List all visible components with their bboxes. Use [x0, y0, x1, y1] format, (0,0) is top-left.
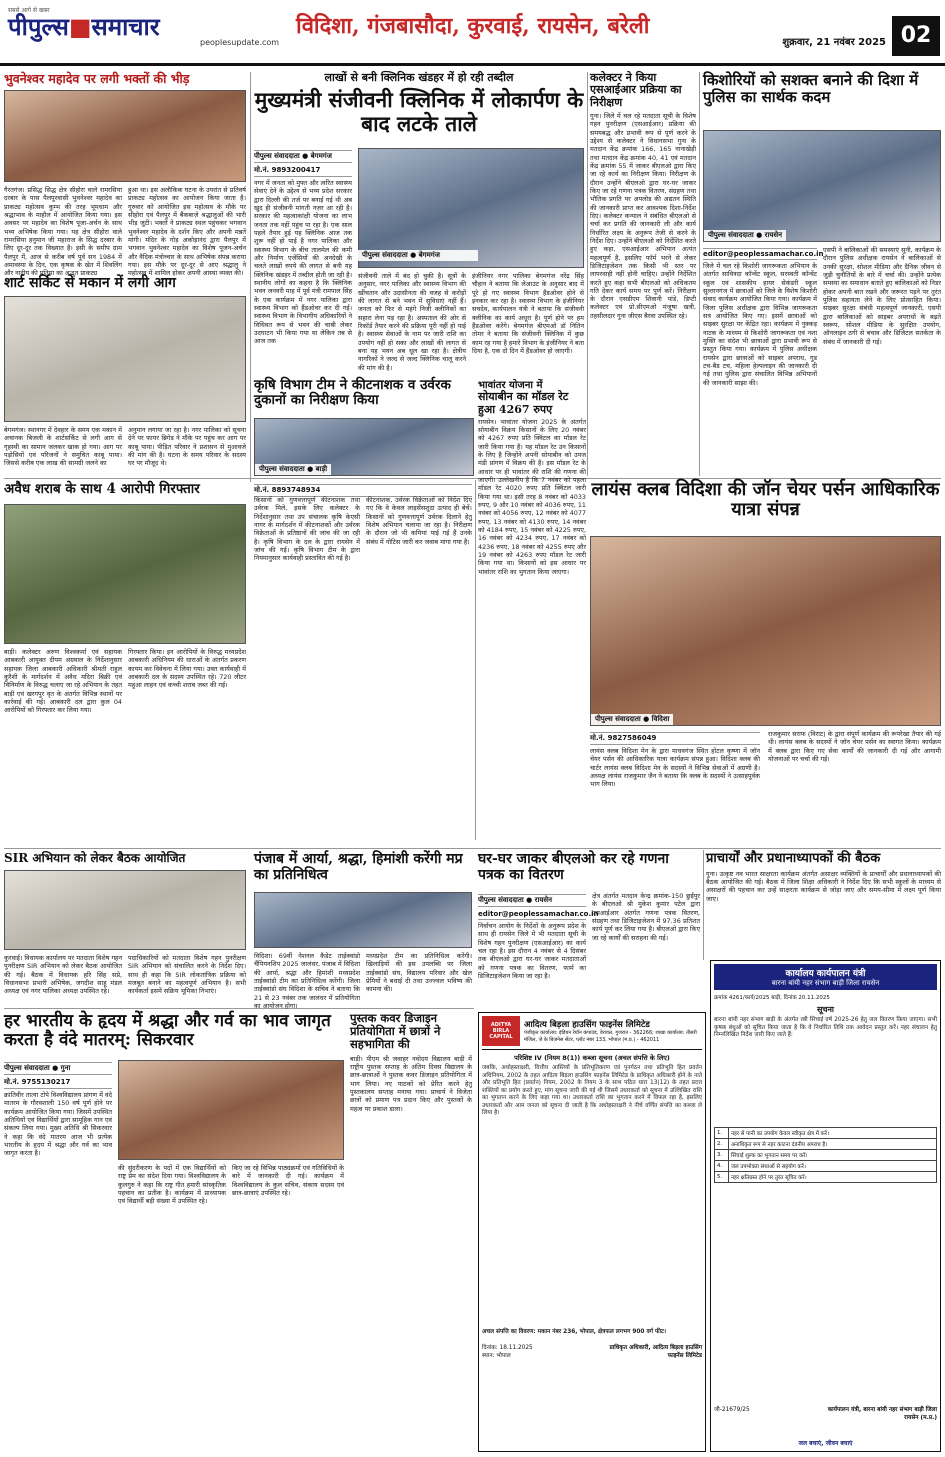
article-kicker: लाखों से बनी क्लिनिक खंडहर में हो रही तब्दील: [324, 71, 514, 84]
article-headline: शार्ट सर्किट से मकान में लगी आग: [4, 275, 176, 291]
ad-body: जबकि, अधोहस्ताक्षरी, वित्तीय आस्तियों के प्रतिभूतिकरण एवं पुनर्गठन तथा प्रतिभूति हित प्रवर्तन अधिनियम, 2002 के तहत आदित्य बिड़ला हाउसिंग फाइनेंस लिमिटेड के प्राधिकृत अधिकारी होने के नाते और प्रतिभूति हित (प्रवर्तन) नियम, 2002 के नियम 3 के साथ पठित धारा 13(12) के तहत प्रदत्त शक्तियों का प्रयोग करते हुए, मांग सूचना जारी की गई थी जिसमें उधारकर्ता को सूचना में उल्लिखित राशि का भुगतान करने के लिए कहा गया था। उधारकर्ता राशि का भुगतान करने में विफल रहा है, इसलिए उधारकर्ता और आम जनता को सूचना दी जाती है कि अधोहस्ताक्षरी ने नीचे वर्णित संपत्ति का कब्जा ले लिया है।: [482, 1065, 702, 1117]
notice-items-table: [714, 1127, 937, 1183]
article-police-girls: [703, 72, 941, 476]
article-body: निर्वाचन आयोग के निर्देशों के अनुरूप प्रदेश के साथ ही रायसेन जिले में भी मतदाता सूची के विशेष गहन पुनरीक्षण (एसआईआर) का कार्य चल रहा है। इस दौरान 4 नवंबर से 4 दिसंबर तक बीएलओ द्वारा घर-घर जाकर मतदाताओं को गणना पत्रक का वितरण, फार्म का डिजिटाइजेशन किया जा रहा है।: [478, 922, 586, 980]
article-body: रायसेन। भावांतर योजना 2025 के अंतर्गत सोयाबीन विक्रय किसानों के लिए 20 नवंबर को 4267 रुपए प्रति क्विंटल का मॉडल रेट जारी किया गया है। यह मॉडल रेट उन किसानों के लिए है जिन्होंने अपनी सोयाबीन को उपज मंडी प्रांगण में विक्रय की है। इस मॉडल रेट के आधार पर ही भावांतर की राशि की गणना की जाएगी। उल्लेखनीय है कि 7 नवंबर को पहला मॉडल रेट 4020 रुपए प्रति क्विंटल जारी किया गया था। इसी तरह 8 नवंबर को 4033 रुपए, 9 और 10 नवंबर को 4036 रुपए, 11 नवंबर को 4056 रुपए, 12 नवंबर को 4077 रुपए, 13 नवंबर को 4130 रुपए, 14 नवंबर को 4184 रुपए, 15 नवंबर को 4225 रुपए, 16 नवंबर को 4234 रुपए, 17 नवंबर को 4236 रुपए, 18 नवंबर को 4255 रुपए और 19 नवंबर को 4263 रुपए मॉडल रेट जारी किया गया था। किसानों को इस आधार पर भावांतर राशि का भुगतान किया जाएगा।: [478, 417, 586, 576]
article-body: राजकुमार सराफ (विराट) के द्वारा संपूर्ण कार्यक्रम की रूपरेखा तैयार की गई थी। लायंस क्लब के सदस्यों ने जॉन चेयर पर्सन का स्वागत किया। कार्यक्रम में क्लब द्वारा किए गए सेवा कार्यों की जानकारी दी गई और आगामी योजनाओं पर चर्चा की गई।: [768, 730, 941, 763]
list-item: नहर से पानी का उपयोग केवल स्वीकृत क्षेत्र में करें।: [729, 1128, 937, 1139]
article-collector-sir: [590, 72, 696, 476]
article-body: गुना। उत्कृष्ट नव भारत साक्षरता कार्यक्रम अंतर्गत असाक्षर व्यक्तियों के प्राचार्यों और प्रधानाध्यापकों की बैठक आयोजित की गई। बैठक में जिला शिक्षा अधिकारी ने निर्देश दिए कि सभी स्कूलों के माध्यम से असाक्षरों की पहचान कर उन्हें साक्षरता कार्यक्रम से जोड़ा जाए और समय-सीमा में लक्ष्य पूर्ण किया जाए।: [706, 869, 941, 903]
list-item: अनाधिकृत रूप से नहर काटना दंडनीय अपराध है।: [729, 1139, 937, 1150]
aditya-birla-logo: ADITYA BIRLA CAPITAL: [482, 1016, 520, 1046]
article-body: जिले में चल रहे किशोरी जागरूकता अभियान के अंतर्गत सावित्रदा कॉन्वेंट स्कूल, सरस्वती कॉन्वेंट स्कूल एवं शासकीय हायर सेकंडरी स्कूल सुल्तानगंज में छात्राओं को जिले के विशेष किशोरी संवाद कार्यक्रम आयोजित किया गया। कार्यक्रम में जिला पुलिस अधीक्षक द्वारा विभिन्न जागरूकता सत्र आयोजित किए गए। इसमें छात्राओं को साइबर सुरक्षा पर केंद्रित रहा। कार्यक्रम में नुक्कड़ नाटक के माध्यम से किशोरी जागरूकता एवं नशा मुक्ति का संदेश भी छात्राओं द्वारा प्रभावी रूप से प्रस्तुत किया गया। कार्यक्रम में पुलिस अधीक्षक रायसेन द्वारा छात्राओं को साइबर अपराध, गुड टच-बैड टच, महिला हेल्पलाइन की जानकारी दी गई तथा पुलिस द्वारा संचालित विभिन्न अभियानों की जानकारी साझा की।: [703, 262, 817, 387]
fire-damage-photo: [4, 296, 246, 422]
byline-phone: मो.नं. 9827586049: [590, 732, 760, 745]
masthead: [0, 0, 945, 66]
article-body: कुरवाई। विधायक कार्यालय पर मतदाता विशेष गहन पुनरीक्षण SIR अभियान को लेकर बैठक आयोजित की गई। बैठक में विधायक हरि सिंह सप्रे, विधानसभा प्रभारी अभिषेक, जगदीश साहू मंडल अध्यक्ष एवं नगर पालिका अध्यक्ष उपस्थित रहे।: [4, 954, 122, 996]
article-headline: कृषि विभाग टीम ने कीटनाशक व उर्वरक दुकानों का निरीक्षण किया: [254, 377, 451, 409]
article-book-cover: [350, 1012, 472, 1452]
photo-caption: पीपुल्स संवाददाता ● बाड़ी: [255, 464, 331, 475]
article-body: एसपी ने बालिकाओं की समस्याएं सुनी, कार्यक्रम के दौरान पुलिस अधीक्षक रायसेन ने बालिकाओं से उनकी सुरक्षा, सोशल मीडिया और दैनिक जीवन से जुड़ी चुनौतियों के बारे में चर्चा की। उन्होंने प्रत्येक समस्या का समाधान बताते हुए बालिकाओं को निडर होकर अपनी बात रखने और जरूरत पड़ने पर तुरंत पुलिस सहायता लेने के लिए प्रोत्साहित किया। साइबर सुरक्षा संबंधी महत्वपूर्ण जानकारी, एसपी द्वारा बालिकाओं को साइबर अपराधों के बढ़ते स्वरूप, सोशल मीडिया के सुरक्षित उपयोग, ऑनलाइन ठगी से बचाव और डिजिटल सतर्कता के संबंध में जानकारी दी गई।: [823, 246, 941, 346]
article-body: कीटनाशक, उर्वरक विक्रेताओं को निर्देश दिए गए कि वे केवल लाइसेंसशुदा उत्पाद ही बेचें। किसानों को गुणवत्तापूर्ण उर्वरक दिलाने हेतु विशेष अभियान चलाया जा रहा है। निरीक्षण के दौरान जो भी कमियां पाई गई हैं उनके संबंध में नोटिस जारी कर जवाब मांगा गया है।: [366, 496, 472, 546]
photo-caption: पीपुल्स संवाददाता ● विदिशा: [591, 714, 673, 725]
list-item: नहर क्षतिग्रस्त होने पर तुरंत सूचित करें।: [729, 1172, 937, 1183]
list-item: जल उपभोक्ता संथाओं से सहयोग करें।: [729, 1161, 937, 1172]
byline: पीपुल्स संवाददाता ● गुना: [4, 1062, 112, 1075]
ad-aditya-birla: [478, 1012, 706, 1452]
article-headline: सोयाबीन का मॉडल रेट हुआ 4267 रुपए: [478, 390, 569, 416]
photo-caption: पीपुल्स संवाददाता ● रायसेन: [704, 230, 786, 241]
article-body: मध्यप्रदेश टीम का प्रतिनिधित्व करेंगी। खिलाड़ियों की इस उपलब्धि पर जिला ताईक्वांडो संघ, विद्यालय परिवार और खेल प्रेमियों ने बधाई दी तथा उज्ज्वल भविष्य की कामना की।: [366, 952, 472, 994]
article-lions-club: [590, 480, 941, 844]
article-body: अनुमान लगाया जा रहा है। नगर पालिका को सूचना देने पर फायर ब्रिगेड ने मौके पर पहुंच कर आग पर काबू पाया। पीड़ित परिवार ने प्रशासन से मुआवजे की मांग की है। घटना के समय परिवार के सदस्य घर पर मौजूद थे।: [128, 426, 246, 468]
issue-date: शुक्रवार, 21 नवंबर 2025: [782, 37, 886, 48]
byline: पीपुल्स संवाददाता ● रायसेन: [478, 894, 586, 907]
article-agri-inspection: [254, 378, 474, 476]
ad-signatory: प्राधिकृत अधिकारी, आदित्य बिड़ला हाउसिंग फाइनेंस लिमिटेड: [609, 1344, 702, 1359]
article-body: इंजीनियर नगर पालिका बेगमगंज नरेंद्र सिंह चौहान ने बताया कि लेआउट के अनुसार बाद में पूरे हो गए स्वास्थ्य विभाग हैंडओवर होने से इनकार कर रहा है। स्वास्थ्य विभाग के इंजीनियर सचदेव, कार्यपालन यंत्री ने बताया कि संजीवनी क्लीनिक का कार्य अधूरा है। पूर्ण होने पर हम हैंडओवर करेंगे। बेगमगंज बीएमओ डॉ नितिन तोमर ने बताया कि संजीवनी क्लिनिक में कुछ काम रह गया है हमारे विभाग के इंजीनियर ने बता दिया है, एक दो दिन में हैंडओवर हो जाएगी।: [472, 272, 584, 355]
article-headline: लायंस क्लब विदिशा की जॉन चेयर पर्सन आधिकारिक यात्रा संपन्न: [591, 479, 940, 521]
article-blo-distribution: [478, 852, 700, 1006]
article-body: बेगमगंज। स्थानगर में देवहार के समय एक मकान में अचानक बिजली के शार्टसर्किट से लगी आग से गृहस्थी का सामान जलकर खाक हो गया। आग पर पड़ोसियों एवं परिजनों ने समुचित काबू पाया। जिससे करीब एक लाख की सामग्री जलने का: [4, 426, 122, 468]
table-row: 1. नहर से पानी का उपयोग केवल स्वीकृत क्षेत्र में करें।: [715, 1128, 937, 1139]
article-body: संजीवनी ताले में बंद हो चुकी है। सूत्रों के अनुसार, नगर पालिका और स्वास्थ्य विभाग की खींचतान और उदासीनता की वजह से करोड़ों की लागत से बने भवन में सुविधाएं नहीं हैं। जनता को फिर से महंगे निजी क्लीनिकों का सहारा लेना पड़ रहा है। अस्पताल की ओर से रिकॉर्ड तैयार करने की प्रक्रिया पूरी नहीं हो पाई है। स्वास्थ्य सेवाओं के नाम पर जारी राशि का उपयोग नहीं हो सका और लाखों की लागत से बना यह भवन अब धूल खा रहा है। क्षेत्रीय नागरिकों ने जल्द से जल्द क्लिनिक चालू करने की मांग की है।: [358, 272, 466, 372]
notice-body: बारना बांयी नहर संभाग बाड़ी के अंतर्गत रबी सिंचाई वर्ष 2025-26 हेतु जल वितरण किया जाएगा। सभी कृषक बंधुओं को सूचित किया जाता है कि वे निर्धारित तिथि तक आवेदन प्रस्तुत करें। नहर संचालन हेतु निम्नलिखित निर्देश जारी किए जाते हैं:: [714, 1017, 937, 1039]
table-row: 4. जल उपभोक्ता संथाओं से सहयोग करें।: [715, 1161, 937, 1172]
players-photo: [254, 892, 472, 948]
ad-executive-engineer: [710, 960, 941, 1452]
logo-suffix: समाचार: [91, 12, 160, 41]
ad-place: स्थान: भोपाल: [482, 1352, 511, 1359]
article-headline: प्राचार्यों और प्रधानाध्यापकों की बैठक: [706, 851, 881, 866]
logo[interactable]: सबसे आगे से खबर पीपुल्स■समाचार: [8, 6, 198, 58]
byline-email[interactable]: editor@peoplessamachar.co.in: [703, 250, 824, 258]
article-headline: पंजाब में आर्या, श्रद्धा, हिमांशी करेंगी मप्र का प्रतिनिधित्व: [254, 851, 463, 883]
article-body: लायंस क्लब विदिशा मेन के द्वारा माधवगंज स्थित होटल कृष्णा में जॉन चेयर पर्सन की आधिकारिक यात्रा कार्यक्रम संपन्न हुआ। विदिशा क्लब की चार्टर लायंस क्लब विदिशा मेन के सदस्यों ने विभिन्न सेवाओं में अग्रणी है। अध्यक्ष लायंस राजकुमार जैन ने बताया कि क्लब के सदस्यों ने उत्साहपूर्वक भाग लिया।: [590, 747, 760, 789]
article-body: हुआ था। इस अलौकिक घटना के उपरांत से प्रतिवर्ष प्राकट्य महोत्सव का आयोजन किया जाता है। गुरुवार को आयोजित इस महोत्सव के मौके पर सीहोरा एवं पैलपुर में बैंकबाज़े श्रद्धालुओं की भारी भीड़ जुटी। भक्तों ने प्राकट्य स्थल पहुंचकर भगवान भुवनेश्वर महादेव के दर्शन किए और अपनी मन्नतें मांगी। मंदिर के गोड़ अकोड़ानंद द्वारा पैलपुर में भगवान भुवनेश्वर महादेव का विशेष पूजन-अर्चन और वैदिक मंत्रोच्चार के साथ अभिषेक संपन्न कराया गया। इस मौके पर दूर-दूर से आए श्रद्धालु ने महोत्सव में शामिल होकर अपनी आस्था व्यक्त की।: [128, 186, 246, 278]
byline-phone: मो.नं. 8893748934: [254, 484, 472, 497]
clinic-photo-caption: पीपुल्स संवाददाता ● बेगमगंज: [358, 250, 478, 262]
liquor-seizure-photo: [4, 504, 246, 644]
edition-cities: विदिशा, गंजबासौदा, कुरवाई, रायसेन, बरेली: [296, 13, 650, 39]
article-illegal-liquor: [4, 482, 246, 722]
article-body: किए जा रहे विभिन्न पाठ्यक्रमों एवं गतिविधियों के बारे में जानकारी दी गई। कार्यक्रम में विश्वविद्यालय के कुल सचिव, संकाय सदस्य एवं छात्र-छात्राएं उपस्थित रहे।: [232, 1164, 344, 1197]
students-photo: [703, 130, 941, 242]
article-headline: पुस्तक कवर डिजाइन प्रतियोगिता में छात्रों ने सहभागिता की: [350, 1011, 441, 1051]
article-headline: SIR अभियान को लेकर बैठक आयोजित: [4, 851, 186, 865]
article-body: क्रांतिवीर तात्या टोपे विश्वविद्यालय प्रांगण में वंदे मातरम के गौरवशाली 150 वर्ष पूर्ण होने पर कार्यक्रम आयोजित किया गया। जिसमें उपस्थित अतिथियों एवं विद्यार्थियों द्वारा सामूहिक गान एवं संकल्प लिया गया। मुख्य अतिथि श्री सिकरवार ने कहा कि वंदे मातरम आज भी प्रत्येक भारतीय के हृदय में श्रद्धा और गर्व का भाव जागृत करता है।: [4, 1091, 112, 1158]
byline-phone: मो.नं. 9755130217: [4, 1077, 112, 1089]
temple-photo: [4, 90, 246, 182]
ad-address: पंजीकृत कार्यालय: इंडियन रेयॉन कंपाउंड, वेरावल, गुजरात - 362266; शाखा कार्यालय: तीसरी मंजिल, जे के बिज़नेस सेंटर, प्लॉट नंबर 133, भोपाल (म.प्र.) - 462011: [524, 1030, 697, 1043]
article-body: गैरतगंज। प्रसिद्ध सिद्ध क्षेत्र सीहोरा वाले रामरसिया दरबार के पास पैलपुरवासी भुवनेश्वर महादेव का प्राकट्य महोत्सव कुम्भ की तरह भूमधाम और श्रद्धाभाव के माहौल में आयोजित किया गया। इस अवसर पर महादेव का विशेष पूजा-अर्चन के साथ भव्य अभिषेक किया गया। यह क्षेत्र सीहोरा वाले रामरसिया हनुमान जी महाराज के सिद्ध दरबार के लिए दूर-दूर तक विख्यात है। इसी के समीप ग्राम पैलपुर में, आज से करीब वर्ष पूर्व सन 1984 में अमावस्या के दिन, एक कृषक के खेत में शिवलिंग और नादीय की प्रतिमा का अद्भुत प्राकट्य: [4, 186, 122, 278]
article-body: नगर में जनता को मुफ्त और त्वरित स्वास्थ्य सेवाएं देने के उद्देश्य से भव्य प्रदेश सरकार द्वारा दिल्ली की तर्ज पर बनाई गई थी अब खुद ही संजीवनी मांगती नज़र आ रही है। सरकार की महत्वाकांक्षी योजना का लाभ जनता तक नहीं पहुंच पा रहा है। एक साल पहले तैयार हुई यह क्लिनिक आज तक शुरू नहीं हो पाई है नगर पालिका और स्वास्थ्य विभाग के बीच तालमेल की कमी और निर्माण एजेंसियों की अनदेखी के चलते लाखों रुपये की लागत से बनी यह क्लिनिक खंडहर में तब्दील होती जा रही है। स्थानीय लोगों का कहना है कि क्लिनिक भवन जनवरी माह में पूर्व मंत्री रामपाल सिंह के एक कार्यक्रम में नगर पालिका द्वारा स्वास्थ्य विभाग को हैंडओवर कर दी गई। स्वास्थ्य विभाग के विभागीय अधिकारियों ने विधिवत रूप से भवन की चाबी लेकर उदघाटन भी किया गया था लेकिन तब से आज तक: [254, 179, 352, 346]
byline-email[interactable]: editor@peoplessamachar.co.in: [478, 910, 599, 918]
article-kicker: भावांतर योजना में: [478, 380, 543, 391]
lions-club-group-photo: [590, 536, 941, 726]
masthead-tagline: सबसे आगे से खबर: [8, 7, 50, 14]
article-body: की सुंदरीकरण के पदों में एक विद्यार्थियों को राष्ट्र प्रेम का संदेश दिया गया। विश्वविद्यालय के कुलगुरु ने कहा कि राष्ट्र गीत हमारी सांस्कृतिक पहचान का प्रतीक है। कार्यक्रम में प्राध्यापक एवं विद्यार्थी बड़ी संख्या में उपस्थित रहे।: [118, 1164, 226, 1206]
byline: पीपुल्स संवाददाता ● बेगमगंज: [254, 150, 352, 163]
article-body: क्षेत्र अंतर्गत मतदान केन्द्र क्रमांक-150 छुईपुर के बीएलओ श्री मुकेश कुमार पटेल द्वारा एसआईआर अंतर्गत गणना पत्रक वितरण, संग्रहण तथा डिजिटाइजेशन में 97.36 प्रतिशत कार्य पूर्ण कर लिया गया है। बीएलओ द्वारा किए जा रहे कार्यों की सराहना की गई।: [592, 892, 700, 942]
ad-property: अचल संपत्ति का विवरण: मकान नंबर 236, भोपाल, क्षेत्रफल लगभग 900 वर्ग फीट।: [482, 1329, 667, 1335]
article-agri-body: [254, 482, 472, 722]
inspection-photo: [254, 418, 474, 476]
article-vande-mataram: [4, 1012, 344, 1452]
article-body: पदाधिकारियों को मतदाता विशेष गहन पुनरीक्षण SIR अभियान को संचालित करने के निर्देश दिए। साथ ही कहा कि SIR लोकतांत्रिक प्रक्रिया को मजबूत बनाने का महत्वपूर्ण अभियान है। सभी कार्यकर्ता इसमें सक्रिय भूमिका निभाएं।: [128, 954, 246, 996]
notice-signatory: कार्यपालन यंत्री, बारना बांयी नहर संभाग बाड़ी जिला रायसेन (म.प्र.): [827, 1407, 937, 1421]
byline-phone: मो.नं. 9893200417: [254, 165, 352, 177]
list-item: सिंचाई शुल्क का भुगतान समय पर करें।: [729, 1150, 937, 1161]
article-body: गुना। जिले में चल रहे मतदाता सूची के विशेष गहन पुनरीक्षण (एसआईआर) प्रक्रिया की समयबद्ध और प्रभावी रूप से पूर्ण करने के उद्देश्य से कलेक्टर ने विधानसभा गुना के मतदान केंद्र क्रमांक 166, 165 नानाखेड़ी तथा मतदान केंद्र क्रमांक 40, 41 एवं मतदान केंद्र क्रमांक 55 में जाकर बीएलओ द्वारा किए जा रहे कार्य का निरीक्षण किया। निरीक्षण के दौरान उन्होंने बीएलओ द्वारा घर-घर जाकर किए जा रहे गणना पत्रक वितरण, संग्रहण तथा भौतिक प्रगति पर अपलोड की अद्यतन स्थिति की जानकारी प्राप्त कर आवश्यक दिशा-निर्देश दिए। कलेक्टर कन्याल ने संबंधित बीएलओ से चर्चा कर प्रगति की जानकारी ली और कार्य निर्धारित लक्ष्य के अनुरूप तेजी से करने के निर्देश दिए। उन्होंने बीएलओ को निर्देशित करते हुए कहा, एसआईआर अभियान अत्यंत महत्वपूर्ण है, इसलिए फॉर्म भरने से लेकर डिजिटाइजेशन तक किसी भी स्तर पर लापरवाही नहीं होनी चाहिए। उन्होंने निर्देशित करते हुए कहा सभी बीएलओ को अधिकतम गति देकर कार्य समय पर पूर्ण करें। निरीक्षण के दौरान एसडीएम शिवानी पांडे, डिप्टी कलेक्टर एवं प्रो.सीएमओ मंजूषा खत्री, तहसीलदार गुना जीएस बैरवा उपस्थित रहे।: [590, 111, 696, 320]
website-link[interactable]: peoplesupdate.com: [200, 38, 280, 47]
article-taekwondo: [254, 851, 472, 1010]
article-soybean-rate: [478, 380, 586, 576]
article-sanjeevani-clinic: [254, 72, 584, 372]
article-headline: मुख्यमंत्री संजीवनी क्लिनिक में लोकार्पण के बाद लटके ताले: [254, 87, 584, 136]
notice-subtitle: बारना बांयी नहर संभाग बाड़ी जिला रायसेन: [771, 979, 880, 987]
article-body: किसानों को गुणवत्तापूर्ण कीटनाशक तथा उर्वरक मिले, इसके लिए कलेक्टर के निर्देशानुसार तथा उप संचालक कृषि केएसी नागर के मार्गदर्शन में कीटनाशकों और उर्वरक विक्रेताओं के प्रतिष्ठानों की जांच की जा रही है। कृषि विभाग के दल के द्वारा रायसेन में जांच की गई। कृषि विभाग टीम के द्वारा नियमानुसार कार्यवाही प्रस्तावित की गई है।: [254, 496, 360, 563]
article-body: गिरफ्तार किया। इन आरोपियों के विरुद्ध मध्यप्रदेश आबकारी अधिनियम की धाराओं के अंतर्गत प्रकरण कायम कर विवेचना में लिया गया। उक्त कार्यवाही में आबकारी दल के सदस्य उपस्थित रहे। 720 लीटर महुआ लाहन एवं कच्ची शराब जब्त की गई।: [128, 648, 246, 690]
ad-notice-title: परिशिष्ट IV (नियम 8(1)) कब्जा सूचना (अचल संपत्ति के लिए): [514, 1054, 670, 1062]
article-headline: घर-घर जाकर बीएलओ कर रहे गणना पत्रक का वितरण: [478, 851, 669, 883]
page-number: 02: [892, 16, 940, 56]
article-short-circuit: [4, 276, 246, 476]
article-headline: हर भारतीय के हृदय में श्रद्धा और गर्व का भाव जागृत करता है वंदे मातरम्: सिकरवार: [4, 1011, 331, 1051]
article-body: बाड़ी। कलेक्टर अरुण विश्वकर्मा एवं सहायक आबकारी आयुक्त दीपम अग्रवाल के निर्देशानुसार सहायक जिला आबकारी अधिकारी श्रीमती राहुल कुरैशी के मार्गदर्शन में अवैध मदिरा बिक्री एवं विनिर्माण के विरुद्ध चलाए जा रहे अभियान के तहत बाड़ी एवं खरगपुर वृत के अंतर्गत विभिन्न स्थानों पर कार्रवाई की गई। आबकारी दल द्वारा कुल 04 आरोपियों को गिरफ्तार कर लिया गया।: [4, 648, 122, 715]
notice-number: क्रमांक 4261/कार्य/2025 बाड़ी, दिनांक 20.11.2025: [714, 995, 830, 1001]
article-body: बाड़ी। पीएम श्री जवाहर नवोदय विद्यालय बाड़ी में राष्ट्रीय पुस्तक सप्ताह के अंतिम दिवस विद्यालय के छात्र-छात्राओं ने पुस्तक कवर डिजाइन प्रतियोगिता में भाग लिया। नए पाठकों को प्रेरित करने हेतु पुस्तकालय सप्ताह मनाया गया। प्राचार्य ने विजेता छात्रों को प्रमाण पत्र प्रदान किए और पुस्तकों के महत्व पर प्रकाश डाला।: [350, 1054, 472, 1113]
notice-slogan: जल बचाएं, जीवन बचाएं: [798, 1440, 853, 1447]
ad-date: दिनांक: 18.11.2025: [482, 1344, 533, 1351]
table-row: 3. सिंचाई शुल्क का भुगतान समय पर करें।: [715, 1150, 937, 1161]
article-headline: भुवनेश्वर महादेव पर लगी भक्तों की भीड़: [4, 71, 190, 86]
notice-heading: सूचना: [817, 1005, 834, 1014]
article-sir-meeting: [4, 852, 246, 1006]
article-headline: अवैध शराब के साथ 4 आरोपी गिरफ्तार: [4, 481, 200, 497]
notice-code: जी-21679/25: [714, 1407, 750, 1413]
university-event-photo: [118, 1060, 344, 1160]
ad-company: आदित्य बिड़ला हाउसिंग फाइनेंस लिमिटेड: [524, 1020, 650, 1031]
article-headline: कलेक्टर ने किया एसआईआर प्रक्रिया का निरीक्षण: [590, 71, 682, 109]
article-headline: किशोरियों को सशक्त बनाने की दिशा में पुलिस का सार्थक कदम: [703, 71, 919, 106]
table-row: 2. अनाधिकृत रूप से नहर काटना दंडनीय अपराध है।: [715, 1139, 937, 1150]
meeting-photo: [4, 870, 246, 950]
notice-office: कार्यालय कार्यपालन यंत्री: [785, 969, 866, 979]
table-row: 5. नहर क्षतिग्रस्त होने पर तुरंत सूचित करें।: [715, 1172, 937, 1183]
article-bhuvaneshwar: [4, 71, 246, 278]
logo-text: पीपुल्स: [8, 12, 69, 41]
article-principals-meeting: [706, 852, 941, 956]
article-body: विदिशा। 69वीं नेशनल कैडेट ताईक्वांडो चैंपियनशिप 2025 जालंधर, पंजाब में विदिशा की आर्या, श्रद्धा और हिमांशी मध्यप्रदेश ताईक्वांडो टीम का प्रतिनिधित्व करेंगी। जिला ताईक्वांडो संघ विदिशा के सचिव ने बताया कि 21 से 23 नवंबर तक जालंधर में प्रतियोगिता का आयोजन होगा।: [254, 952, 360, 1010]
